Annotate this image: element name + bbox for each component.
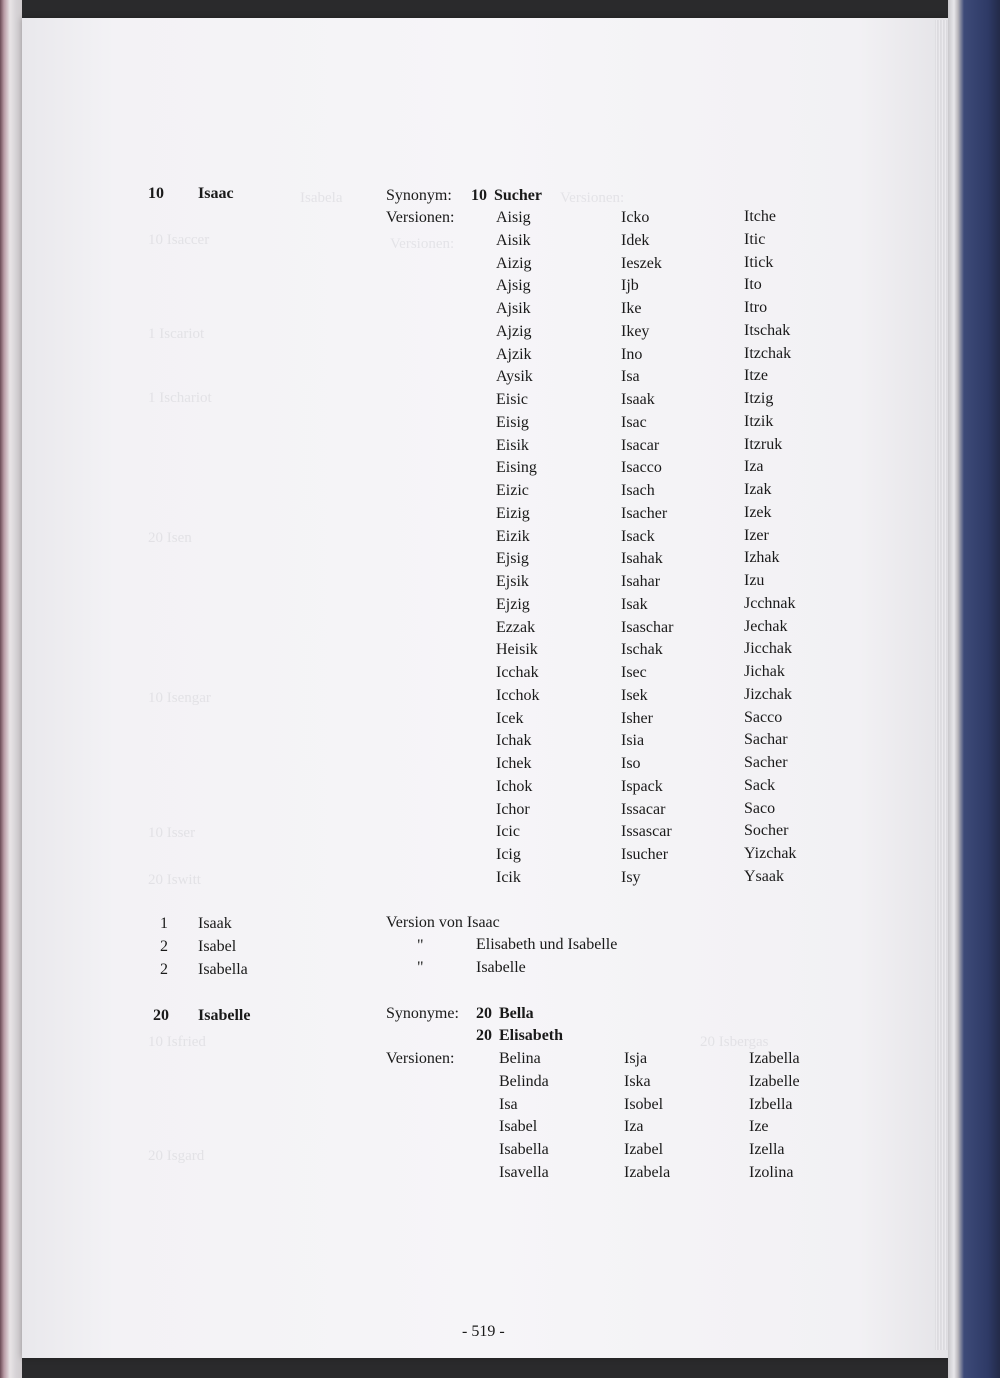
version-name: Ajzig [496, 322, 532, 340]
synonym-name: Sucher [494, 187, 542, 204]
version-name: Iza [744, 458, 764, 476]
entry-number: 2 [160, 938, 168, 955]
version-name: Icik [496, 868, 521, 886]
version-name: Icchak [496, 664, 539, 681]
version-name: Saco [744, 799, 776, 817]
version-name: Ijb [621, 277, 639, 295]
version-name: Ajzik [496, 345, 532, 363]
version-name: Izak [744, 481, 772, 498]
version-name: Isac [621, 413, 647, 431]
version-name: Isahar [621, 573, 661, 590]
version-name: Itzchak [744, 344, 792, 362]
version-name: Iska [624, 1072, 651, 1090]
synonym-label: Synonyme: [386, 1005, 459, 1022]
version-name: Isacar [621, 436, 660, 454]
version-name: Sacco [744, 708, 783, 726]
version-name: Aisik [496, 231, 531, 249]
version-name: Belinda [499, 1072, 549, 1090]
version-name: Isak [621, 595, 648, 613]
version-name: Izek [744, 503, 772, 521]
version-name: Heisik [496, 641, 538, 659]
book-gutter [0, 0, 22, 1378]
version-name: Izella [749, 1141, 785, 1159]
version-name: Isobel [624, 1095, 664, 1113]
version-name: Ichak [496, 732, 532, 750]
version-name: Isa [499, 1095, 518, 1113]
version-name: Isahak [621, 550, 663, 568]
version-name: Isack [621, 527, 655, 545]
version-name: Ejsik [496, 573, 529, 590]
entry-number: 10 [148, 185, 164, 202]
version-name: Isavella [499, 1164, 549, 1181]
entry-name: Isabel [198, 938, 237, 955]
version-name: Ize [749, 1118, 769, 1136]
version-name: Ichok [496, 777, 533, 795]
version-name: Izu [744, 572, 765, 589]
version-name: Ikey [621, 322, 650, 340]
version-name: Aysik [496, 368, 533, 386]
version-name: Isy [621, 868, 641, 886]
version-name: Jechak [744, 617, 788, 635]
version-name: Itzig [744, 390, 774, 407]
version-name: Idek [621, 231, 650, 249]
version-name: Ajsig [496, 277, 531, 295]
version-name: Itschak [744, 321, 791, 339]
version-name: Aizig [496, 254, 532, 272]
version-name: Issacar [621, 800, 666, 818]
book-cover-edge [948, 0, 1000, 1378]
version-name: Itche [744, 208, 776, 225]
version-name: Icchok [496, 686, 540, 704]
version-name: Isabella [499, 1141, 549, 1159]
version-name: Ieszek [621, 254, 662, 272]
synonym-number: 20 [476, 1027, 492, 1044]
version-name: Izhak [744, 549, 780, 567]
version-name: Itick [744, 253, 774, 271]
version-name: Izer [744, 526, 769, 544]
version-name: Izbella [749, 1095, 793, 1113]
version-name: Isia [621, 732, 645, 750]
version-name: Isabel [499, 1118, 538, 1136]
version-name: Itro [744, 299, 768, 316]
version-name: Eizic [496, 482, 529, 499]
entry-name: Isabelle [198, 1007, 251, 1024]
version-name: Izabel [624, 1141, 664, 1159]
version-name: Jcchnak [744, 594, 796, 612]
version-name: Aisig [496, 209, 531, 226]
version-name: Isec [621, 664, 647, 681]
version-name: Isher [621, 709, 653, 727]
entry-number: 20 [153, 1007, 169, 1024]
synonym-number: 20 [476, 1005, 492, 1022]
version-name: Ichek [496, 755, 532, 772]
version-name: Eizik [496, 527, 530, 545]
version-name: Ike [621, 300, 642, 317]
version-name: Ezzak [496, 618, 536, 636]
version-name: Ispack [621, 777, 663, 795]
version-name: Itzruk [744, 435, 783, 453]
version-name: Sachar [744, 731, 788, 749]
version-name: Itzik [744, 412, 774, 430]
versions-label: Versionen: [386, 1050, 455, 1067]
version-name: Icic [496, 823, 520, 841]
version-name: Belina [499, 1050, 541, 1067]
version-name: Izabelle [749, 1072, 800, 1090]
version-name: Isach [621, 482, 655, 499]
version-name: Issascar [621, 823, 672, 841]
version-name: Izabela [624, 1164, 671, 1181]
entry-note: Isabelle [476, 959, 526, 976]
version-name: Eising [496, 459, 537, 477]
version-name: Icek [496, 709, 524, 727]
version-name: Eisic [496, 391, 528, 408]
version-name: Ajsik [496, 300, 531, 317]
version-name: Isa [621, 368, 640, 386]
version-name: Ino [621, 345, 643, 363]
version-name: Isucher [621, 846, 669, 863]
entry-name: Isaac [198, 185, 234, 202]
page-number: - 519 - [462, 1323, 505, 1340]
versions-label: Versionen: [386, 209, 455, 226]
synonym-number: 10 [471, 187, 487, 204]
version-name: Isaschar [621, 618, 674, 636]
ditto-mark: " [417, 959, 424, 976]
entry-note: Elisabeth und Isabelle [476, 936, 618, 953]
version-name: Ejsig [496, 550, 529, 568]
version-name: Itic [744, 230, 766, 248]
version-name: Isacher [621, 504, 668, 522]
version-name: Isja [624, 1050, 648, 1067]
entry-note: Version von Isaac [386, 914, 500, 931]
entry-number: 1 [160, 915, 168, 932]
version-name: Iza [624, 1118, 644, 1136]
synonym-name: Elisabeth [499, 1027, 564, 1044]
version-name: Isek [621, 686, 648, 704]
version-name: Ito [744, 276, 762, 294]
version-name: Izolina [749, 1164, 794, 1181]
version-name: Icig [496, 846, 521, 863]
version-name: Ejzig [496, 595, 530, 613]
version-name: Eizig [496, 504, 530, 522]
version-name: Socher [744, 822, 789, 840]
ditto-mark: " [417, 937, 424, 954]
synonym-label: Synonym: [386, 187, 452, 204]
version-name: Isaak [621, 391, 655, 408]
synonym-name: Bella [499, 1005, 534, 1022]
version-name: Isacco [621, 459, 662, 477]
version-name: Sack [744, 776, 776, 794]
version-name: Sacher [744, 754, 788, 771]
entry-number: 2 [160, 961, 168, 978]
version-name: Iso [621, 755, 641, 772]
entry-name: Isabella [198, 961, 248, 978]
version-name: Itze [744, 367, 768, 385]
version-name: Jicchak [744, 640, 792, 658]
version-name: Eisik [496, 436, 529, 454]
version-name: Yizchak [744, 845, 797, 862]
entry-name: Isaak [198, 915, 232, 932]
version-name: Eisig [496, 413, 529, 431]
version-name: Izabella [749, 1050, 800, 1067]
version-name: Ysaak [744, 867, 784, 885]
version-name: Ichor [496, 800, 530, 818]
version-name: Icko [621, 209, 650, 226]
version-name: Ischak [621, 641, 663, 659]
version-name: Jichak [744, 663, 785, 680]
version-name: Jizchak [744, 685, 792, 703]
